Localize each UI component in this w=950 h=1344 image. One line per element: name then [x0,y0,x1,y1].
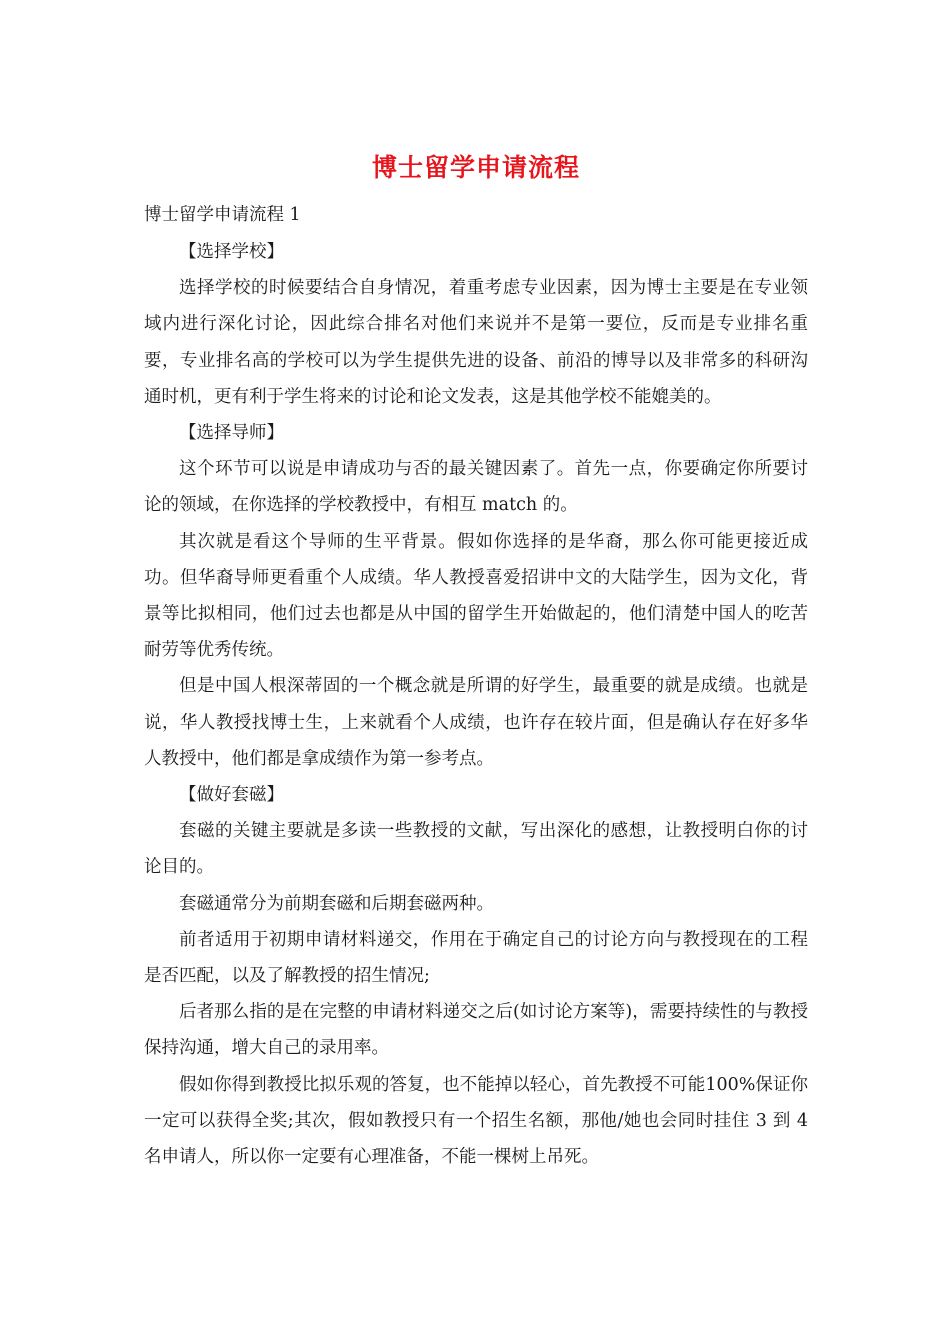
section-heading-choose-advisor: 【选择导师】 [179,423,284,444]
section-heading-choose-school: 【选择学校】 [179,242,284,262]
paragraph: 其次就是看这个导师的生平背景。假如你选择的是华裔，那么你可能更接近成功。但华裔导师更看重个人成绩。华人教授喜爱招讲中文的大陆学生，因为文化，背景等比拟相同，他们过去也都是从中国的留学生开始做起的，他们清楚中国人的吃苦耐劳等优秀传统。 [144,531,808,661]
paragraph: 后者那么指的是在完整的申请材料递交之后(如讨论方案等)，需要持续性的与教授保持沟通，增大自己的录用率。 [144,1002,808,1059]
paragraph: 这个环节可以说是申请成功与否的最关键因素了。首先一点，你要确定你所要讨论的领域，在你选择的学校教授中，有相互 match 的。 [144,459,808,516]
paragraph: 套磁通常分为前期套磁和后期套磁两种。 [179,893,494,914]
section-heading-contact-professors: 【做好套磁】 [179,785,284,806]
paragraph: 前者适用于初期申请材料递交，作用在于确定自己的讨论方向与教授现在的工程是否匹配，以及了解教授的招生情况; [144,929,808,987]
paragraph: 套磁的关键主要就是多读一些教授的文献，写出深化的感想，让教授明白你的讨论目的。 [144,821,808,878]
document-title: 博士留学申请流程 [371,153,580,182]
document-body [144,148,808,1175]
paragraph: 假如你得到教授比拟乐观的答复，也不能掉以轻心，首先教授不可能100%保证你一定可以获得全奖;其次，假如教授只有一个招生名额，那他/她也会同时挂住 3 到 4 名申请人，所以你一定要有心理准备，不能一棵树上吊死。 [144,1074,808,1168]
paragraph: 但是中国人根深蒂固的一个概念就是所谓的好学生，最重要的就是成绩。也就是说，华人教授找博士生，上来就看个人成绩，也许存在较片面，但是确认存在好多华人教授中，他们都是拿成绩作为第一参考点。 [144,676,808,769]
paragraph: 选择学校的时候要结合自身情况，着重考虑专业因素，因为博士主要是在专业领域内进行深化讨论，因此综合排名对他们来说并不是第一要位，反而是专业排名重要，专业排名高的学校可以为学生提供先进的设备、前沿的博导以及非常多的科研沟通时机，更有利于学生将来的讨论和论文发表，这是其他学校不能媲美的。 [144,278,808,407]
document-subtitle: 博士留学申请流程 1 [144,205,301,225]
